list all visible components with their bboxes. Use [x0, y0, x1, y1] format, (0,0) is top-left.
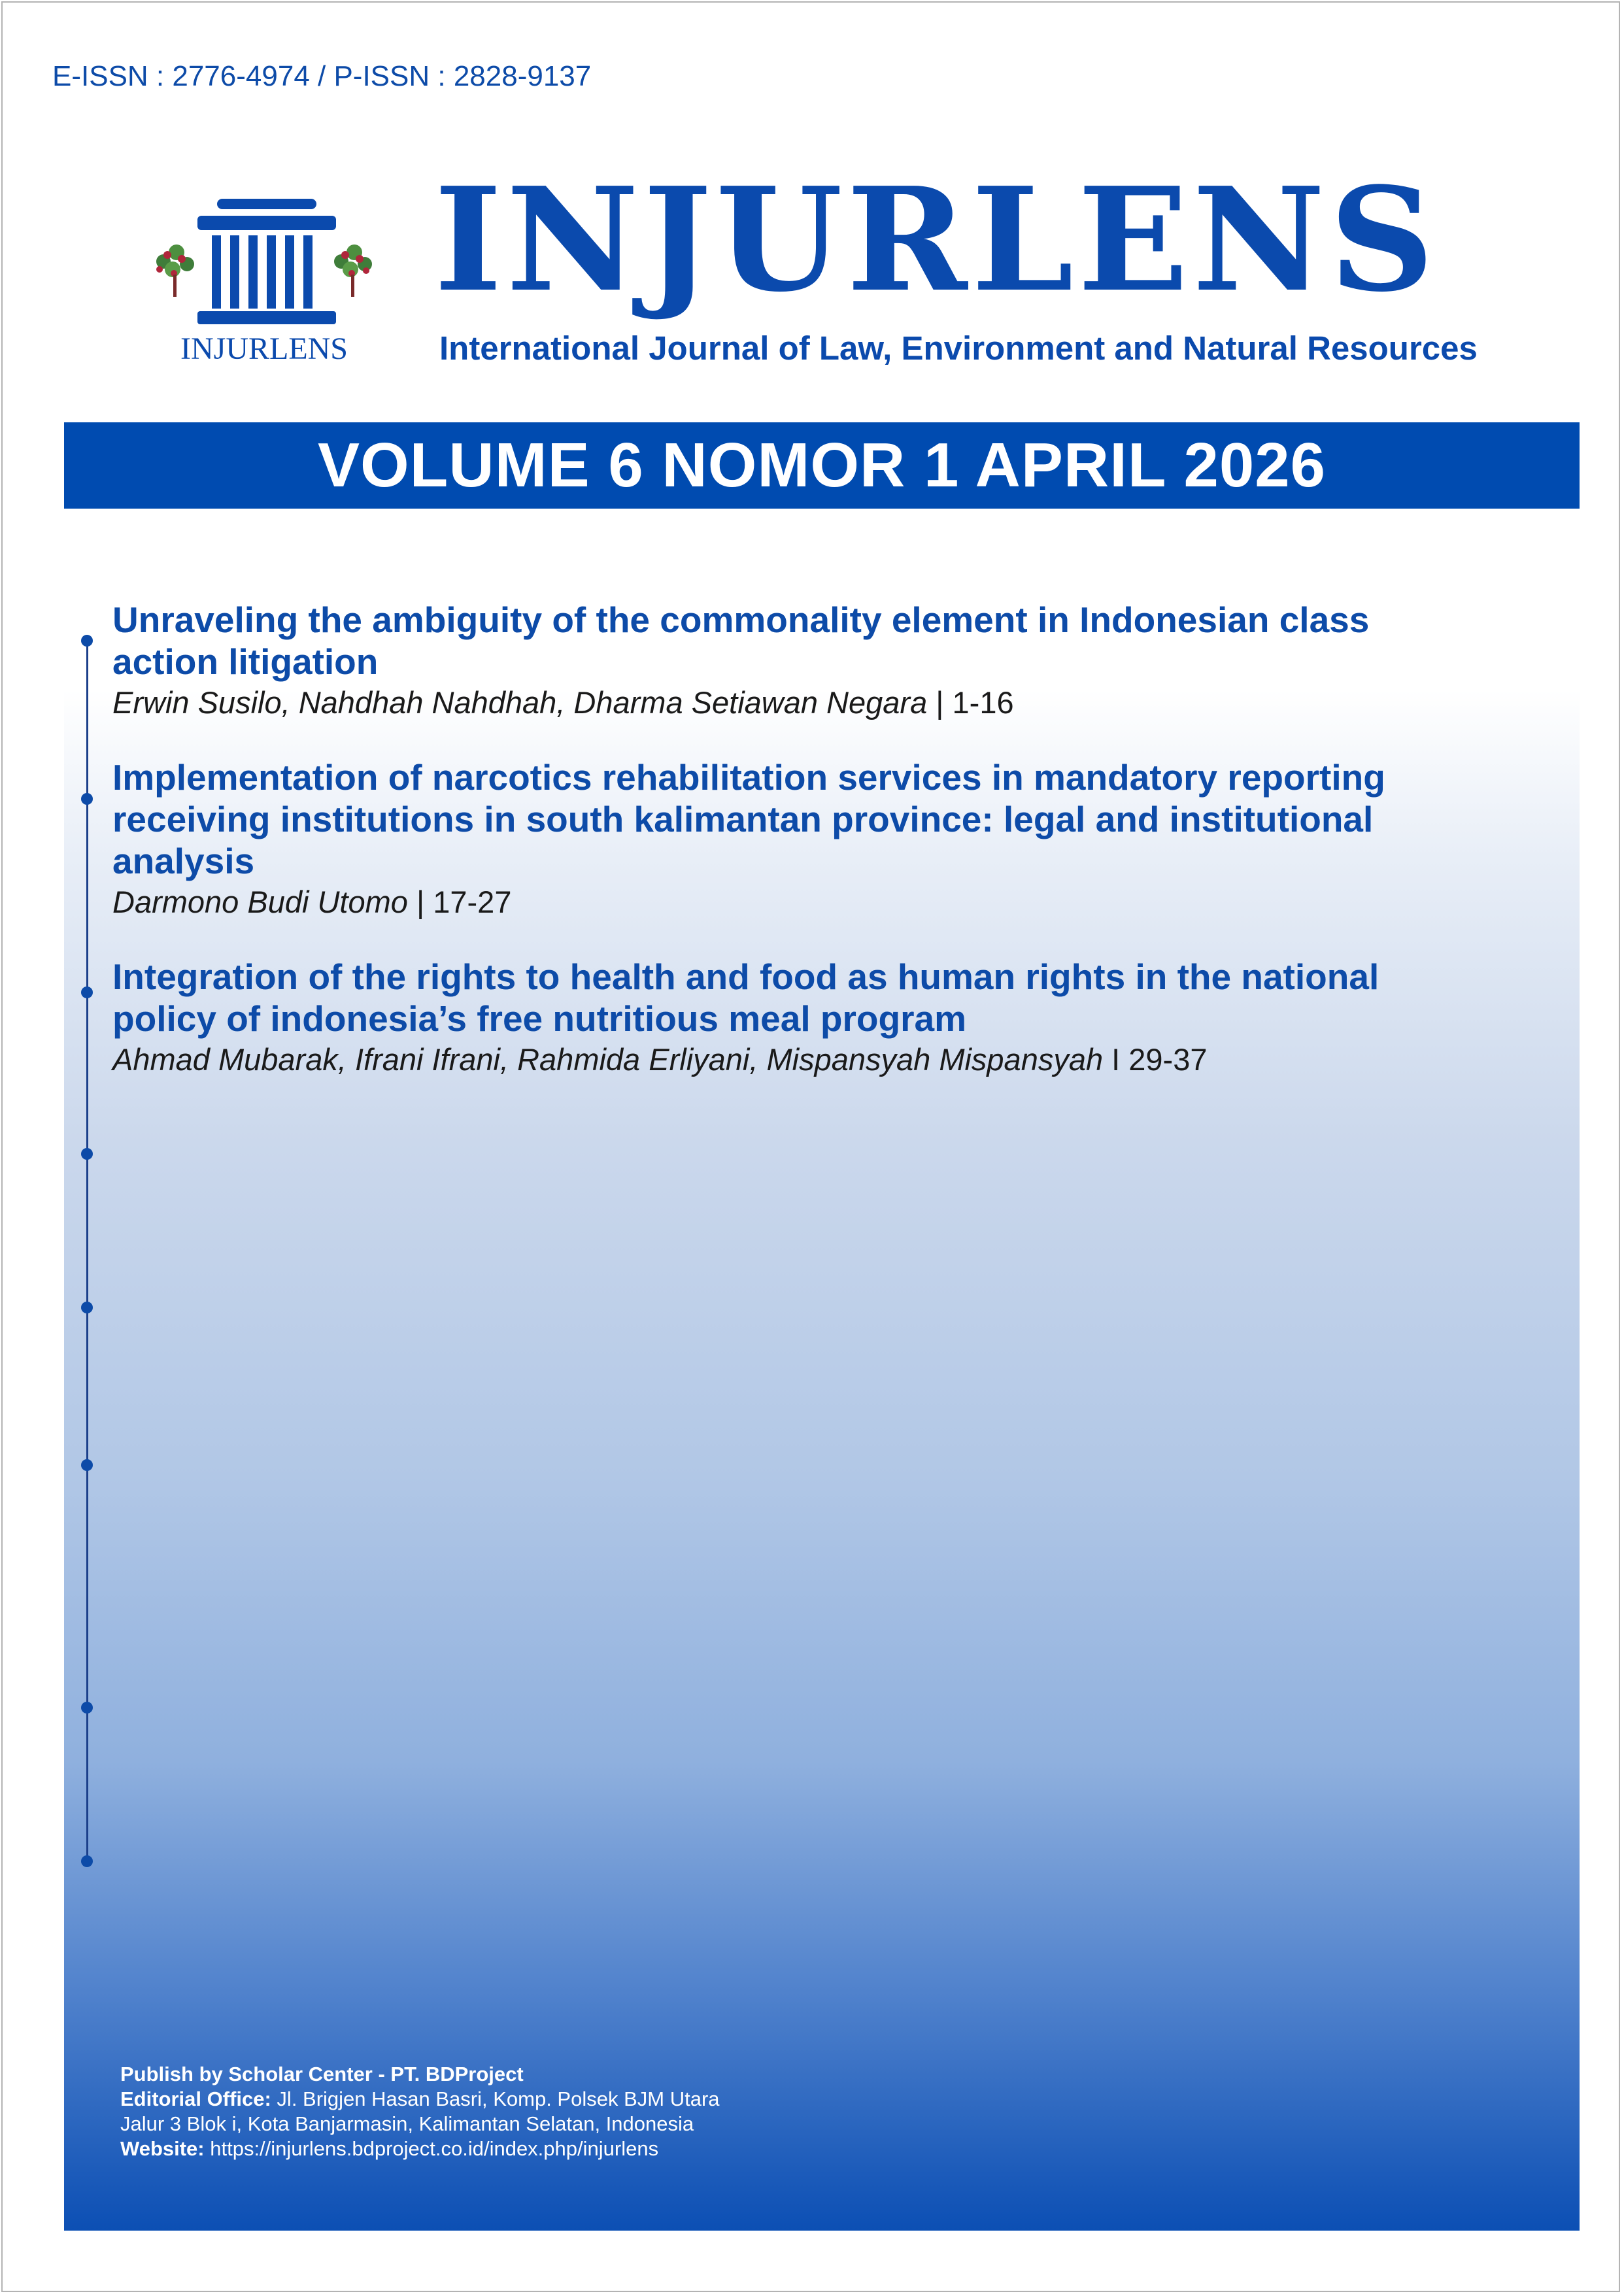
- article-meta: [112, 882, 1512, 922]
- publisher-footer: [120, 2062, 720, 2161]
- issn-line: E-ISSN : 2776-4974 / P-ISSN : 2828-9137: [52, 60, 592, 92]
- timeline-dot: [81, 793, 93, 805]
- timeline-dot: [81, 1148, 93, 1160]
- article-pages: | 17-27: [407, 885, 512, 919]
- office-address-line2: Jalur 3 Blok i, Kota Banjarmasin, Kalimantan Selatan, Indonesia: [120, 2112, 694, 2135]
- timeline-dot: [81, 1302, 93, 1313]
- website-label: Website:: [120, 2137, 205, 2160]
- journal-subtitle: International Journal of Law, Environment and Natural Resources: [439, 329, 1478, 367]
- timeline-dot: [81, 1702, 93, 1714]
- article-authors: Darmono Budi Utomo: [112, 885, 408, 919]
- article-pages: I 29-37: [1103, 1042, 1208, 1077]
- article-authors: Erwin Susilo, Nahdhah Nahdhah, Dharma Setiawan Negara: [112, 685, 928, 720]
- office-address-line1: Jl. Brigjen Hasan Basri, Komp. Polsek BJM Utara: [271, 2087, 720, 2110]
- issue-banner: [64, 422, 1580, 509]
- timeline-line: [86, 639, 88, 1862]
- article-pages: | 1-16: [927, 685, 1014, 720]
- article-meta: [112, 1039, 1512, 1080]
- timeline-dot: [81, 635, 93, 647]
- website-link[interactable]: https://injurlens.bdproject.co.id/index.php/injurlens: [204, 2137, 659, 2160]
- article-entry[interactable]: [112, 599, 1512, 723]
- article-entry[interactable]: [112, 956, 1512, 1080]
- office-label: Editorial Office:: [120, 2087, 271, 2110]
- article-title[interactable]: Integration of the rights to health and food as human rights in the national policy of indonesia’s free nutritious meal program: [112, 956, 1379, 1039]
- article-title[interactable]: Implementation of narcotics rehabilitation services in mandatory reporting receiving institutions in south kalimantan province: legal and institutional analysis: [112, 757, 1385, 881]
- article-entry[interactable]: [112, 756, 1512, 922]
- journal-title: INJURLENS: [434, 156, 1438, 324]
- logo-wordmark: INJURLENS: [180, 331, 348, 366]
- article-title[interactable]: Unraveling the ambiguity of the commonality element in Indonesian class action litigation: [112, 599, 1370, 682]
- publisher-line: Publish by Scholar Center - PT. BDProject: [120, 2063, 524, 2085]
- article-authors: Ahmad Mubarak, Ifrani Ifrani, Rahmida Erliyani, Mispansyah Mispansyah: [112, 1042, 1104, 1077]
- timeline-dot: [81, 1855, 93, 1867]
- issue-label: VOLUME 6 NOMOR 1 APRIL 2026: [317, 430, 1327, 500]
- timeline-dot: [81, 1459, 93, 1471]
- article-meta: [112, 683, 1512, 723]
- timeline-dot: [81, 987, 93, 998]
